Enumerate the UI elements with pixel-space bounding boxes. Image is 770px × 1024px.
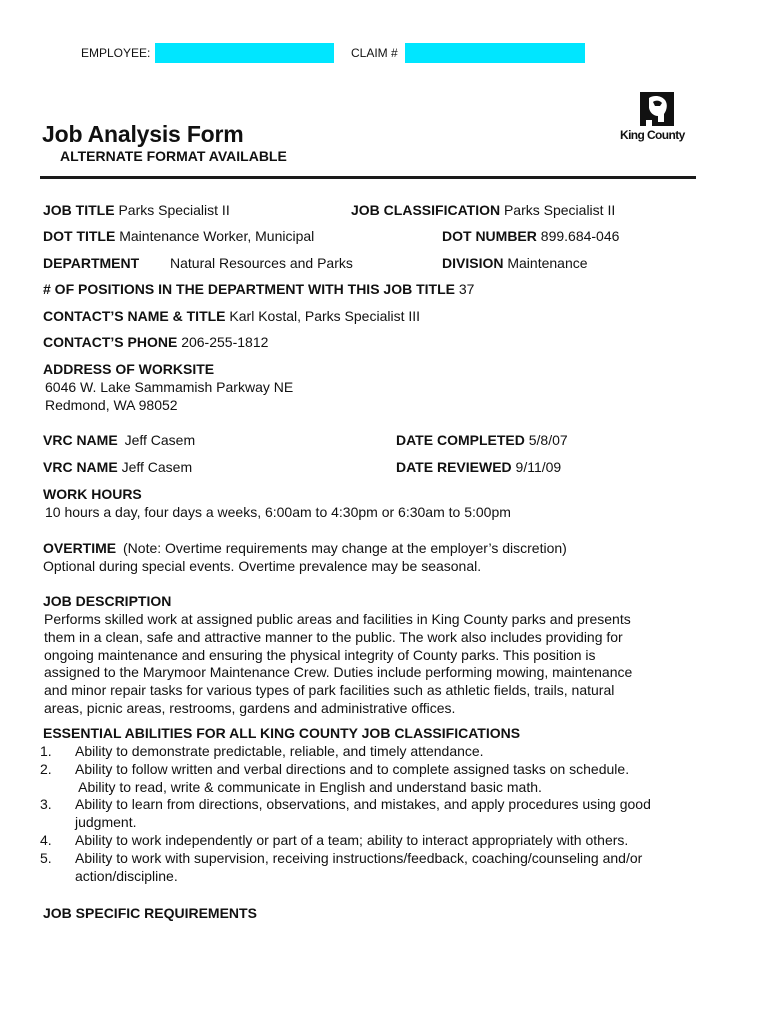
ability-item <box>40 796 720 832</box>
vrc-name-label-1: VRC NAME <box>43 432 118 448</box>
ability-number: 4. <box>40 831 52 848</box>
job-description-line: assigned to the Marymoor Maintenance Crew. Duties include performing mowing, maintenance <box>44 664 633 681</box>
contact-value: Karl Kostal, Parks Specialist III <box>229 308 421 324</box>
ability-number: 1. <box>40 743 52 759</box>
date-completed-row <box>396 432 568 450</box>
job-title-label: JOB TITLE <box>43 202 115 218</box>
dot-number-row <box>442 228 619 246</box>
ability-line: action/discipline. <box>75 867 178 884</box>
job-classification-row <box>351 202 615 220</box>
ability-item <box>40 850 720 886</box>
work-hours-value: 10 hours a day, four days a weeks, 6:00am to 4:30pm or 6:30am to 5:00pm <box>45 504 511 520</box>
vrc-name-value-1: Jeff Casem <box>124 432 196 448</box>
vrc-name-row-2 <box>43 459 192 477</box>
ability-item <box>40 743 720 761</box>
dot-number-value: 899.684-046 <box>540 228 620 244</box>
job-title-value: Parks Specialist II <box>118 202 230 218</box>
overtime-label: OVERTIME <box>43 540 117 556</box>
ability-number: 2. <box>40 760 52 777</box>
vrc-name-row-1 <box>43 432 195 450</box>
date-reviewed-row <box>396 459 561 477</box>
date-completed-value: 5/8/07 <box>528 432 568 448</box>
address-label <box>43 361 214 379</box>
division-label: DIVISION <box>442 255 504 271</box>
phone-value: 206-255-1812 <box>181 334 269 350</box>
employee-label: EMPLOYEE: <box>81 46 151 60</box>
work-hours-label <box>43 486 142 504</box>
job-description-line: Performs skilled work at assigned public areas and facilities in King County parks and presents <box>44 611 631 627</box>
job-description-line: areas, picnic areas, restrooms, gardens and administrative offices. <box>44 699 456 716</box>
positions-row <box>43 281 474 299</box>
department-label: DEPARTMENT <box>43 255 140 271</box>
date-reviewed-value: 9/11/09 <box>515 459 562 475</box>
job-description-body <box>44 611 704 718</box>
address-line-1: 6046 W. Lake Sammamish Parkway NE <box>45 379 294 395</box>
employee-field[interactable] <box>155 43 334 63</box>
abilities-list <box>40 743 720 885</box>
job-specific-heading-text: JOB SPECIFIC REQUIREMENTS <box>43 905 257 921</box>
job-classification-label: JOB CLASSIFICATION <box>351 202 501 218</box>
job-description-line: them in a clean, safe and attractive manner to the public. The work also includes providing for <box>44 628 623 645</box>
claim-label: CLAIM # <box>351 46 398 60</box>
job-description-heading <box>43 593 171 611</box>
ability-line: Ability to follow written and verbal directions and to complete assigned tasks on schedule. <box>75 760 630 777</box>
address-line-2: Redmond, WA 98052 <box>45 397 178 413</box>
work-hours-label-text: WORK HOURS <box>43 486 142 502</box>
abilities-heading-text: ESSENTIAL ABILITIES FOR ALL KING COUNTY JOB CLASSIFICATIONS <box>43 725 521 741</box>
ability-number: 5. <box>40 849 52 866</box>
division-value: Maintenance <box>507 255 588 271</box>
alternate-format-subtitle: ALTERNATE FORMAT AVAILABLE <box>60 148 287 164</box>
job-description-heading-text: JOB DESCRIPTION <box>43 593 172 609</box>
phone-label: CONTACT’S PHONE <box>43 334 178 350</box>
vrc-name-value-2: Jeff Casem <box>121 459 193 475</box>
positions-value: 37 <box>458 281 475 297</box>
department-row <box>43 255 139 273</box>
address-label-text: ADDRESS OF WORKSITE <box>43 361 215 377</box>
job-specific-heading <box>43 905 257 923</box>
ability-line: Ability to learn from directions, observations, and mistakes, and apply procedures using good <box>75 796 651 813</box>
vrc-name-label-2: VRC NAME <box>43 459 118 475</box>
job-description-line: ongoing maintenance and ensuring the physical integrity of County parks. This position is <box>44 646 596 663</box>
date-reviewed-label: DATE REVIEWED <box>396 459 512 475</box>
job-title-row <box>43 202 230 220</box>
dot-title-label: DOT TITLE <box>43 228 116 244</box>
page-title: Job Analysis Form <box>42 121 244 147</box>
division-row <box>442 255 588 273</box>
date-completed-label: DATE COMPLETED <box>396 432 525 448</box>
job-description-line: and minor repair tasks for various types of park facilities such as athletic fields, trails, natural <box>44 682 615 699</box>
dot-number-label: DOT NUMBER <box>442 228 537 244</box>
claim-field[interactable] <box>405 43 585 63</box>
ability-line: Ability to work with supervision, receiving instructions/feedback, coaching/counseling and/or <box>75 849 643 866</box>
positions-label: # OF POSITIONS IN THE DEPARTMENT WITH THIS JOB TITLE <box>43 281 455 297</box>
dot-title-row <box>43 228 314 246</box>
ability-line: Ability to work independently or part of a team; ability to interact appropriately with others. <box>75 831 629 848</box>
contact-row <box>43 308 420 326</box>
dot-title-value: Maintenance Worker, Municipal <box>119 228 315 244</box>
ability-number: 3. <box>40 796 52 813</box>
overtime-value: Optional during special events. Overtime prevalence may be seasonal. <box>43 558 482 574</box>
ability-item <box>40 761 720 797</box>
overtime-note: (Note: Overtime requirements may change at the employer’s discretion) <box>123 540 567 556</box>
ability-line: judgment. <box>75 814 137 831</box>
title-divider <box>40 176 696 179</box>
ability-line: Ability to demonstrate predictable, reliable, and timely attendance. <box>75 743 484 759</box>
contact-label: CONTACT’S NAME & TITLE <box>43 308 226 324</box>
phone-row <box>43 334 268 352</box>
department-value: Natural Resources and Parks <box>170 255 353 271</box>
logo-text: King County <box>620 128 685 142</box>
king-county-logo <box>620 92 696 144</box>
ability-item <box>40 832 720 850</box>
overtime-row <box>43 540 567 558</box>
abilities-heading <box>43 725 520 743</box>
ability-line: Ability to read, write & communicate in English and understand basic math. <box>75 778 542 795</box>
job-classification-value: Parks Specialist II <box>503 202 616 218</box>
